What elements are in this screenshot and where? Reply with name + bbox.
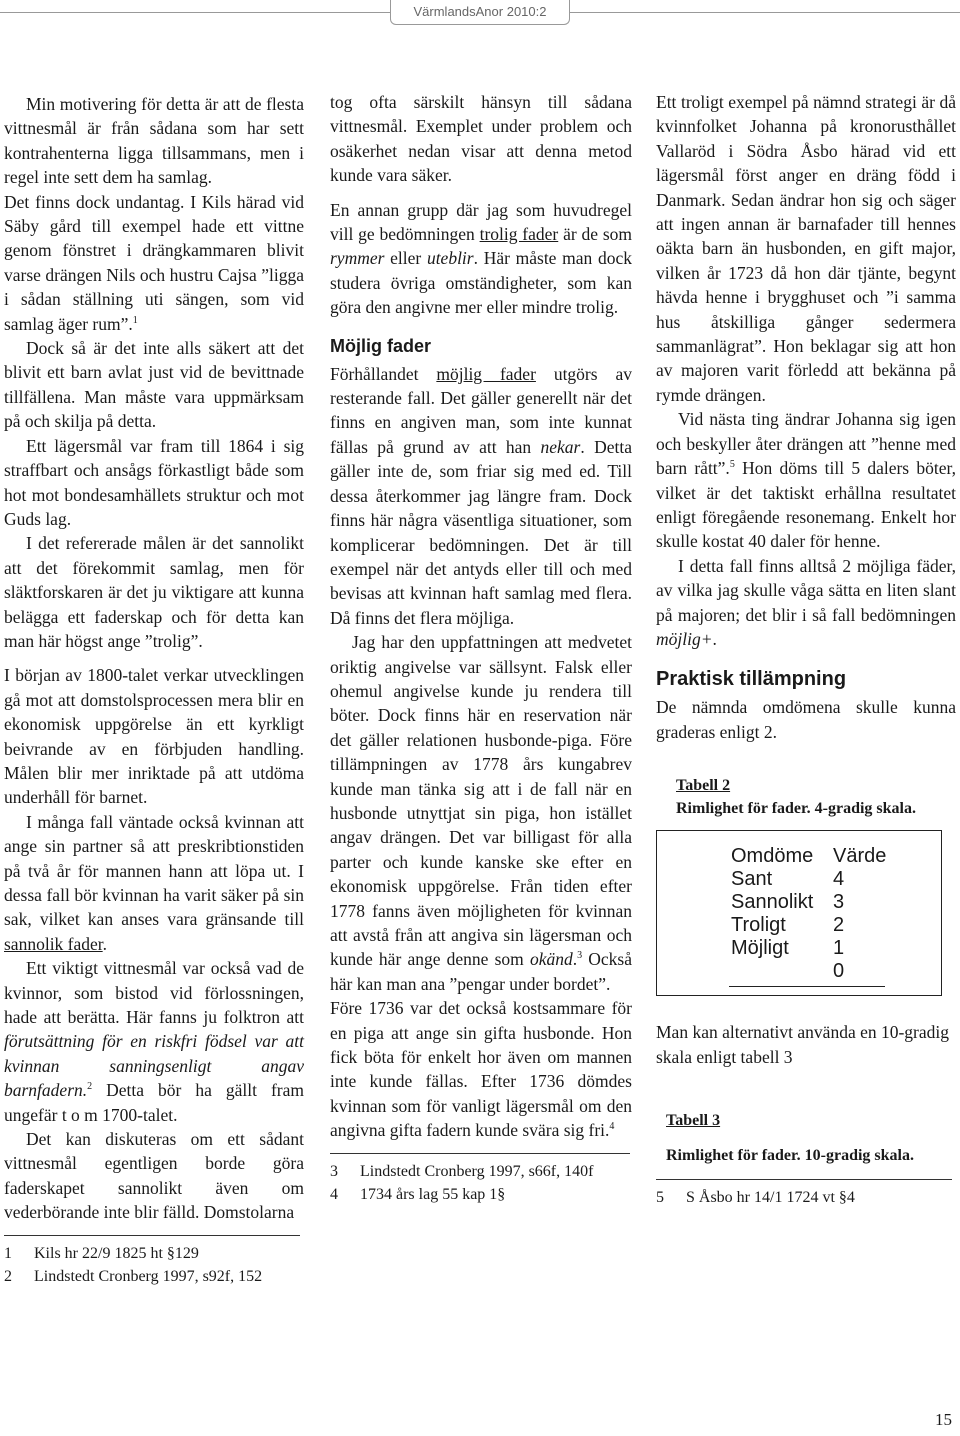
- table-3: [656, 1109, 956, 1167]
- table-cell: Möjligt: [731, 937, 789, 960]
- section-heading: Möjlig fader: [330, 335, 432, 356]
- footnote: 3 Lindstedt Cronberg 1997, s66f, 140f: [330, 1162, 594, 1180]
- footnote: 5 S Åsbo hr 14/1 1724 vt §4: [656, 1188, 855, 1206]
- paragraph: Ett viktigt vittnesmål var också vad de kvinnor, som bistod vid förlossningen, hade att berätta. Här fanns ju folktron att förutsättning för en riskfri födsel var att kvinnan sanningsenligt angav barnfadern.$^2$ Detta bör ha gällt fram ungefär t o m 1700-talet.: [4, 958, 304, 1125]
- paragraph: Jag har den uppfattningen att medvetet oriktig angivelse var sällsynt. Falsk eller ohemul angivelse kunde ju rendera till böter. Dock finns här en reservation när det gäller relationen husbonde-piga. Före tillämpningen av 1778 års kungabrev kunde man tänka sig att i de fall när en husbonde utnyttjat sin piga, hon istället angav drängen. Det var billigast för alla parter och kunde kanske ske efter en ekonomisk uppgörelse. Från tiden efter 1778 fanns även möjligheten för kvinnan att avstå från att angiva sin lägersman och kunde här ange denne som okänd.$^3$ Också här kan man ana ”pengar under bordet”.: [330, 632, 632, 994]
- footnote-rule: [4, 1235, 300, 1236]
- table-caption: Rimlighet för fader. 4-gradig skala.: [676, 800, 916, 818]
- paragraph: I det refererade målen är det sannolikt att det förekommit samlag, men för släktforskaren är det ju viktigare att kunna belägga ett faderskap och för detta kan man här högst ange ”trolig”.: [4, 533, 304, 651]
- footnote-ref: 2: [87, 1081, 93, 1093]
- paragraph: Ett lägersmål var fram till 1864 i sig straffbart och ansågs förkastligt både som hot mot bondesamhällets struktur och mot Guds lag.: [4, 435, 304, 529]
- column-1: [4, 86, 304, 1288]
- paragraph: Vid nästa ting ändrar Johanna sig igen och beskyller åter drängen att ”henne med barn rått”.$^5$ Hon döms till 5 dalers böter, vilket är det taktiskt erhållna resultatet enligt föregående resonemang. Enkelt hor skulle kostat 40 daler för henne.: [656, 409, 956, 552]
- table-cell: 0: [833, 960, 845, 983]
- table-row: [731, 960, 941, 983]
- table-cell: Troligt: [731, 914, 786, 937]
- footnote: 4 1734 års lag 55 kap 1§: [330, 1185, 506, 1203]
- table-row: [731, 891, 941, 914]
- footnote-rule: [656, 1179, 952, 1180]
- table-header-row: [731, 845, 941, 868]
- table-rule: [729, 986, 885, 987]
- section-heading: Praktisk tillämpning: [656, 668, 847, 691]
- paragraph: Förhållandet möjlig fader utgörs av resterande fall. Det gäller generellt när det finns en angiven man, som inte kunnat fällas på grund av att han nekar. Detta gäller inte de, som friar sig med ed. Till dessa återkommer jag längre fram. Dock finns här några väsentliga situationer, som komplicerar bedömningen. Det är till exempel när det antyds eller till och med bevisas att kvinnan haft samlag med flera. Då finns det flera möjliga.: [330, 363, 632, 628]
- footnote-ref: 3: [577, 950, 583, 962]
- table-row: [731, 868, 941, 891]
- paragraph: De nämnda omdömena skulle kunna graderas enligt 2.: [656, 697, 956, 742]
- paragraph: Före 1736 var det också kostsammare för en piga att ange sin gifta husbonde. Hon fick böta för enkelt hor även om mannen inte kunde fällas. Efter 1736 dömdes kvinnan som för vanligt lägersmål om den angivna gifta fadern kunde svära sig fri.$^4$: [330, 998, 632, 1141]
- paragraph: I början av 1800-talet verkar utvecklingen gå mot att domstolsprocessen mera blir en ekonomisk uppgörelse än ett kyrkligt beivrande av en förbjuden handling. Målen blir mer inriktade på att utdöma underhåll för barnet.: [4, 665, 304, 808]
- footnote: 2 Lindstedt Cronberg 1997, s92f, 152: [4, 1267, 263, 1285]
- paragraph: I detta fall finns alltså 2 möjliga fäder, av vilka jag skulle våga sätta en liten slant på majoren; det blir i så fall bedömningen möjlig+.: [656, 555, 956, 649]
- table-label: Tabell 3: [666, 1111, 721, 1129]
- paragraph: Dock så är det inte alls säkert att det blivit ett barn avlat just vid de bevittnade tillfällena. Man måste vara uppmärksam på och skilja på detta.: [4, 338, 304, 432]
- table-cell: [731, 960, 833, 983]
- table-cell: Sannolikt: [731, 891, 814, 914]
- paragraph: Min motivering för detta är att de flesta vittnesmål är från sådana som har sett kontrahenterna ligga tillsammans, men i regel inte sett dem ha samlag.: [4, 94, 304, 188]
- paragraph: Det finns dock undantag. I Kils härad vid Säby gård till exempel hade ett vittne genom fönstret i drängkammaren blivit varse drängen Nils och hustru Cajsa ”ligga i sådan ställning uti sängen, som vid samlag äger rum”.$^1$: [4, 191, 304, 334]
- table-header-cell: Omdöme: [731, 845, 814, 868]
- table-header-cell: Värde: [833, 845, 887, 868]
- paragraph: Det kan diskuteras om ett sådant vittnesmål egentligen borde göra faderskapet sannolikt även om vederbörande inte blir fälld. Domstolarna: [4, 1129, 304, 1223]
- table-caption: Rimlighet för fader. 10-gradig skala.: [666, 1146, 914, 1164]
- table-cell: 2: [833, 914, 845, 937]
- footnote-ref: 1: [132, 314, 138, 326]
- running-title: VärmlandsAnor 2010:2: [390, 0, 570, 25]
- table-2: [656, 774, 956, 996]
- table-box: [656, 830, 942, 996]
- footnote-ref: 5: [729, 459, 735, 471]
- paragraph: I många fall väntade också kvinnan att ange sin partner så att preskribtionstiden på två år för mannen hann att löpa ut. I dessa fall bör kvinnan ha varit säker på sin sak, vilket kan anses vara gränsande till sannolik fader.: [4, 811, 304, 954]
- table-row: [731, 937, 941, 960]
- table-row: [731, 914, 941, 937]
- table-cell: 4: [833, 868, 845, 891]
- table-cell: Sant: [731, 868, 773, 891]
- paragraph: Ett troligt exempel på nämnd strategi är då kvinnfolket Johanna på kronorusthållet Vallaröd i Södra Åsbo härad vid ett lägersmål först anger en dräng född i Danmark. Sedan ändrar hon sig och säger att ingen annan är barnafader till hennes oäkta barn än husbonden, en gift major, vilken år 1723 då hon där tjänte, begynt hävda henne i brygghuset och ”i samma hus åtskilliga gånger sedermera sammanlägrat”. Hon beklagar sig att hon av majoren varit förledd att bekänna på rymde drängen.: [656, 92, 956, 405]
- table-cell: 3: [833, 891, 845, 914]
- paragraph: En annan grupp där jag som huvudregel vill ge bedömningen trolig fader är de som rymmer eller uteblir. Här måste man dock studera övriga omständigheter, som kan göra den angivne mer eller mindre trolig.: [330, 199, 632, 318]
- footnote: 1 Kils hr 22/9 1825 ht §129: [4, 1244, 199, 1262]
- column-2: [330, 86, 632, 1206]
- page-number: 15: [935, 1410, 952, 1429]
- table-label: Tabell 2: [676, 777, 731, 795]
- paragraph: Man kan alternativt använda en 10-gradig skala enligt tabell 3: [656, 1022, 950, 1067]
- footnote-rule: [330, 1153, 630, 1154]
- footnote-ref: 4: [609, 1121, 615, 1133]
- paragraph: tog ofta särskilt hänsyn till sådana vittnesmål. Exemplet under problem och osäkerhet nedan visar att denna metod kunde vara säker.: [330, 92, 632, 186]
- column-3: [656, 86, 956, 1209]
- table-cell: 1: [833, 937, 845, 960]
